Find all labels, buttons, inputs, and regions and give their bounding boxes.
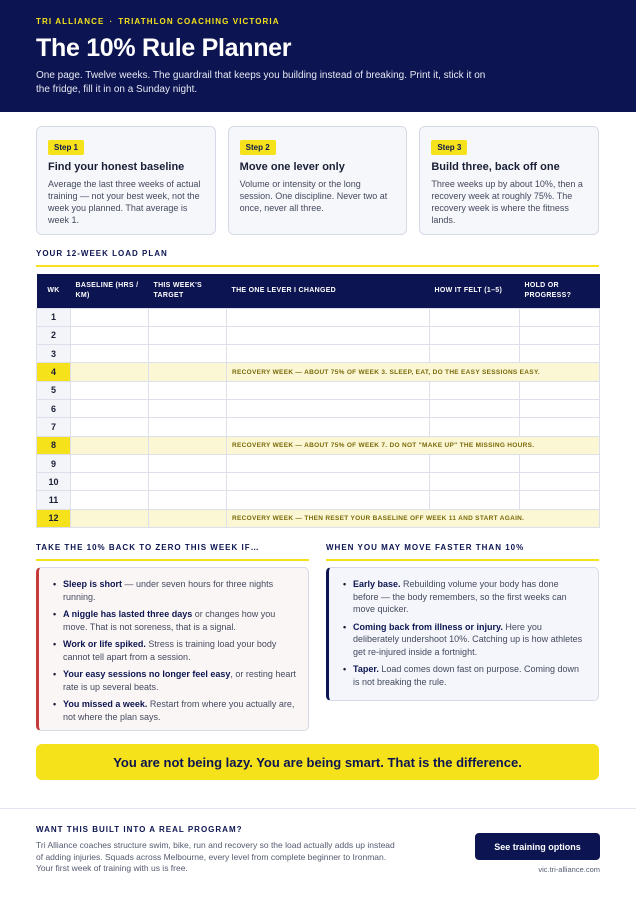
week-number: 4 xyxy=(37,363,71,381)
baseline-cell[interactable] xyxy=(71,345,149,363)
table-row xyxy=(37,381,600,399)
stop-conditions-box xyxy=(36,567,309,731)
target-cell[interactable] xyxy=(149,326,227,344)
table-row xyxy=(37,345,600,363)
lever-cell[interactable] xyxy=(227,473,430,491)
list-item xyxy=(343,621,586,659)
hold-cell[interactable] xyxy=(520,399,600,417)
felt-cell[interactable] xyxy=(430,491,520,509)
target-cell[interactable] xyxy=(149,491,227,509)
list-item xyxy=(343,578,586,616)
plan-heading: YOUR 12-WEEK LOAD PLAN xyxy=(36,249,599,262)
hold-cell[interactable] xyxy=(520,308,600,326)
target-cell[interactable] xyxy=(149,454,227,472)
item-text: — under seven hours for three nights running. xyxy=(63,579,274,602)
lever-cell[interactable] xyxy=(227,308,430,326)
baseline-cell[interactable] xyxy=(71,326,149,344)
step-title: Move one lever only xyxy=(239,161,345,173)
step-card-3 xyxy=(419,126,599,235)
week-number: 5 xyxy=(37,381,71,399)
week-number: 11 xyxy=(37,491,71,509)
table-row xyxy=(37,418,600,436)
baseline-cell[interactable] xyxy=(71,363,149,381)
week-number: 10 xyxy=(37,473,71,491)
page-subtitle: One page. Twelve weeks. The guardrail that keeps you building instead of breaking. Print it, stick it on the fridge, fill it in on a Sunday night. xyxy=(36,70,486,95)
table-row xyxy=(37,308,600,326)
target-cell[interactable] xyxy=(149,381,227,399)
hold-cell[interactable] xyxy=(520,418,600,436)
col-header-week: WK xyxy=(37,274,71,308)
col-header-baseline: BASELINE (HRS / KM) xyxy=(71,274,149,308)
col-header-target: THIS WEEK'S TARGET xyxy=(149,274,227,308)
item-text: Restart from where you actually are, not where the plan says. xyxy=(63,699,295,722)
week-number: 8 xyxy=(37,436,71,454)
item-bold: Your easy sessions no longer feel easy xyxy=(63,669,231,679)
week-number: 3 xyxy=(37,345,71,363)
item-bold: Taper. xyxy=(353,664,379,674)
target-cell[interactable] xyxy=(149,363,227,381)
target-cell[interactable] xyxy=(149,308,227,326)
baseline-cell[interactable] xyxy=(71,308,149,326)
table-row xyxy=(37,491,600,509)
baseline-cell[interactable] xyxy=(71,381,149,399)
item-text: Here you deliberately undershoot 10%. Catching up is how athletes get re-injured inside a fortnight. xyxy=(353,621,583,657)
week-number: 12 xyxy=(37,509,71,527)
col-header-felt: HOW IT FELT (1–5) xyxy=(430,274,520,308)
felt-cell[interactable] xyxy=(430,326,520,344)
week-number: 1 xyxy=(37,308,71,326)
recovery-note: RECOVERY WEEK — THEN RESET YOUR BASELINE OFF WEEK 11 AND START AGAIN. xyxy=(227,509,600,527)
item-bold: Work or life spiked. xyxy=(63,639,146,649)
step-title: Find your honest baseline xyxy=(48,161,185,173)
lever-cell[interactable] xyxy=(227,454,430,472)
lever-cell[interactable] xyxy=(227,491,430,509)
week-number: 9 xyxy=(37,454,71,472)
lever-cell[interactable] xyxy=(227,345,430,363)
step-badge: Step 2 xyxy=(240,140,276,155)
recovery-note: RECOVERY WEEK — ABOUT 75% OF WEEK 3. SLEEP, EAT, DO THE EASY SESSIONS EASY. xyxy=(227,363,600,381)
lever-cell[interactable] xyxy=(227,418,430,436)
target-cell[interactable] xyxy=(149,473,227,491)
target-cell[interactable] xyxy=(149,509,227,527)
footer-body: Tri Alliance coaches structure swim, bike, run and recovery so the load actually adds up instead of adding injuries. Squads across Melbourne, every level from complete beginner to Ironman. Your first week of training with us is free. xyxy=(36,840,395,873)
item-bold: Early base. xyxy=(353,579,401,589)
baseline-cell[interactable] xyxy=(71,436,149,454)
list-item xyxy=(53,698,296,723)
felt-cell[interactable] xyxy=(430,399,520,417)
hold-cell[interactable] xyxy=(520,326,600,344)
item-text: , or resting heart rate is up several beats. xyxy=(63,669,296,692)
item-bold: Sleep is short xyxy=(63,579,123,589)
felt-cell[interactable] xyxy=(430,345,520,363)
page-title: The 10% Rule Planner xyxy=(36,34,292,62)
step-title: Build three, back off one xyxy=(431,161,560,173)
item-bold: A niggle has lasted three days xyxy=(63,609,193,619)
target-cell[interactable] xyxy=(149,345,227,363)
table-row xyxy=(37,454,600,472)
recovery-row xyxy=(37,509,600,527)
felt-cell[interactable] xyxy=(430,473,520,491)
callout-banner xyxy=(36,744,599,780)
hold-cell[interactable] xyxy=(520,473,600,491)
steps-row xyxy=(36,126,599,235)
week-number: 2 xyxy=(37,326,71,344)
hold-cell[interactable] xyxy=(520,381,600,399)
stop-list xyxy=(53,578,296,723)
eyebrow xyxy=(36,17,600,26)
hold-cell[interactable] xyxy=(520,491,600,509)
eyebrow-subtitle: TRIATHLON COACHING VICTORIA xyxy=(118,17,280,26)
go-conditions-box xyxy=(326,567,599,701)
list-item xyxy=(53,578,296,603)
hold-cell[interactable] xyxy=(520,454,600,472)
load-plan-table xyxy=(36,274,600,528)
baseline-cell[interactable] xyxy=(71,509,149,527)
felt-cell[interactable] xyxy=(430,454,520,472)
eyebrow-brand: TRI ALLIANCE xyxy=(36,17,105,26)
footer xyxy=(0,808,636,900)
table-row xyxy=(37,399,600,417)
go-heading: WHEN YOU MAY MOVE FASTER THAN 10% xyxy=(326,543,599,556)
felt-cell[interactable] xyxy=(430,418,520,436)
baseline-cell[interactable] xyxy=(71,454,149,472)
footer-heading: WANT THIS BUILT INTO A REAL PROGRAM? xyxy=(36,825,243,834)
baseline-cell[interactable] xyxy=(71,418,149,436)
item-bold: Coming back from illness or injury. xyxy=(353,621,503,632)
item-bold: You missed a week. xyxy=(63,699,148,709)
col-header-hold: HOLD OR PROGRESS? xyxy=(520,274,600,308)
target-cell[interactable] xyxy=(149,418,227,436)
item-text: Rebuilding volume your body has done before — the body remembers, so the first weeks can move quicker. xyxy=(353,579,567,614)
baseline-cell[interactable] xyxy=(71,473,149,491)
go-list xyxy=(343,578,586,688)
website-link[interactable]: vic.tri-alliance.com xyxy=(538,865,600,874)
callout-text: You are not being lazy. You are being smart. That is the difference. xyxy=(113,754,522,770)
item-text: Load comes down fast on purpose. Coming down is not breaking the rule. xyxy=(353,664,579,687)
header-banner xyxy=(0,0,636,112)
lever-cell[interactable] xyxy=(227,381,430,399)
lever-cell[interactable] xyxy=(227,399,430,417)
step-card-2 xyxy=(228,126,408,235)
list-item xyxy=(53,608,296,633)
stop-heading: TAKE THE 10% BACK TO ZERO THIS WEEK IF… xyxy=(36,543,309,556)
lever-cell[interactable] xyxy=(227,326,430,344)
list-item xyxy=(53,638,296,663)
week-number: 6 xyxy=(37,399,71,417)
eyebrow-separator: · xyxy=(109,17,114,26)
step-badge: Step 3 xyxy=(431,140,467,155)
target-cell[interactable] xyxy=(149,399,227,417)
list-item xyxy=(53,668,296,693)
step-body: Three weeks up by about 10%, then a recovery week at roughly 75%. The recovery week is where the fitness lands. xyxy=(431,179,583,225)
list-item xyxy=(343,663,586,688)
table-row xyxy=(37,473,600,491)
item-text: Stress is training load your body cannot tell apart from a session. xyxy=(63,639,277,662)
step-card-1 xyxy=(36,126,216,235)
recovery-note: RECOVERY WEEK — ABOUT 75% OF WEEK 7. DO NOT "MAKE UP" THE MISSING HOURS. xyxy=(227,436,600,454)
week-number: 7 xyxy=(37,418,71,436)
step-body: Volume or intensity or the long session. One discipline. Never two at once, never all three. xyxy=(239,179,388,213)
recovery-row xyxy=(37,363,600,381)
item-text: or changes how you move. That is not soreness, that is a signal. xyxy=(63,609,276,632)
recovery-row xyxy=(37,436,600,454)
table-row xyxy=(37,326,600,344)
target-cell[interactable] xyxy=(149,436,227,454)
baseline-cell[interactable] xyxy=(71,399,149,417)
table-header-row xyxy=(37,274,600,308)
see-training-options-button[interactable]: See training options xyxy=(475,833,600,860)
baseline-cell[interactable] xyxy=(71,491,149,509)
felt-cell[interactable] xyxy=(430,308,520,326)
step-badge: Step 1 xyxy=(48,140,84,155)
hold-cell[interactable] xyxy=(520,345,600,363)
step-body: Average the last three weeks of actual training — not your best week, not the week you planned. That average is week 1. xyxy=(48,179,201,225)
felt-cell[interactable] xyxy=(430,381,520,399)
col-header-lever: THE ONE LEVER I CHANGED xyxy=(227,274,430,308)
